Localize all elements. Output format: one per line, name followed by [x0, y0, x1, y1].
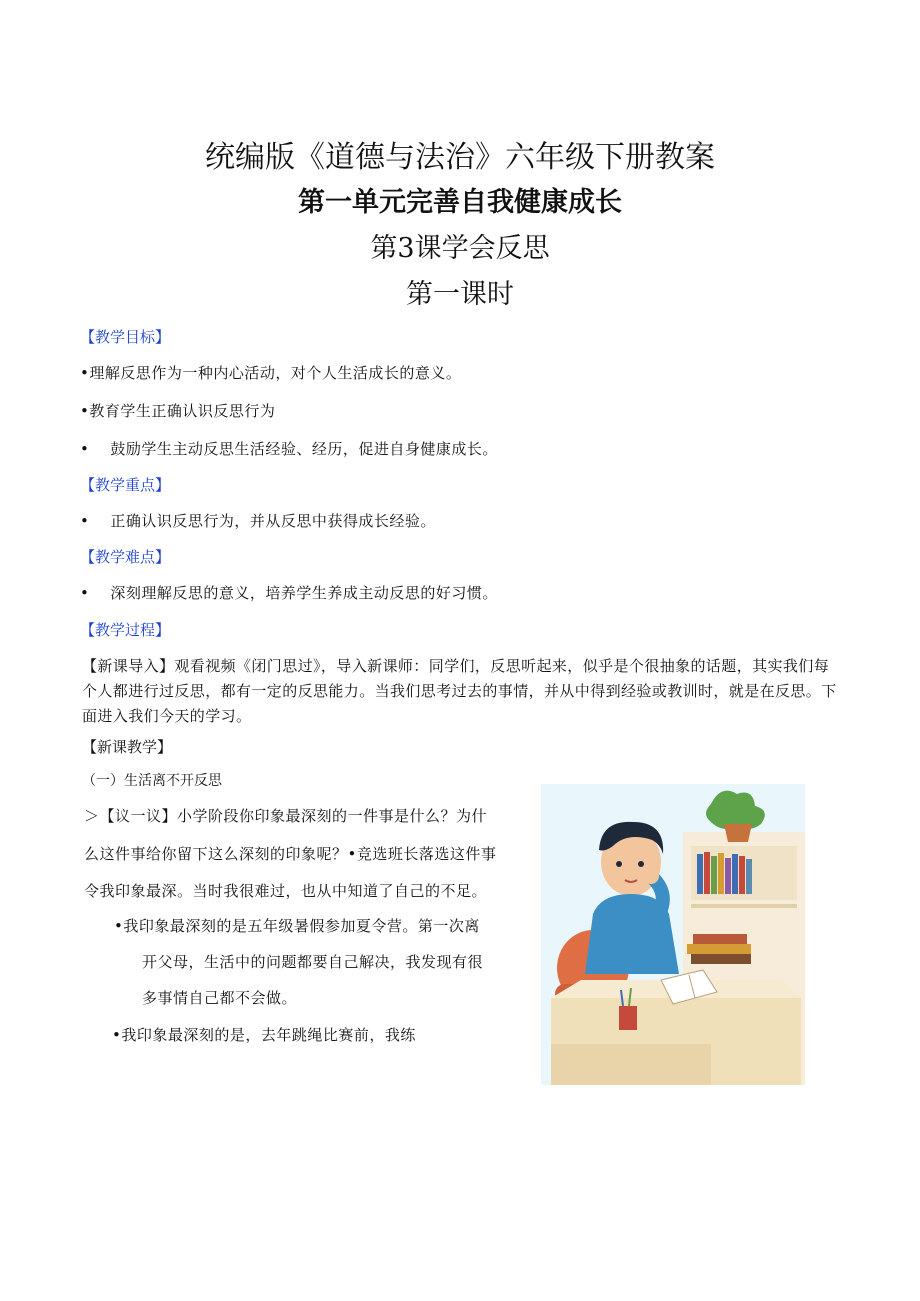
- goals-heading: 【教学目标】: [80, 328, 171, 346]
- goal-item: •理解反思作为一种内心活动，对个人生活成长的意义。: [80, 364, 462, 382]
- answer-line: 多事情自己都不会做。: [142, 989, 298, 1007]
- difficult-item: • 深刻理解反思的意义，培养学生养成主动反思的好习惯。: [80, 584, 498, 602]
- lesson-title: 第3课学会反思: [370, 233, 550, 264]
- intro-paragraph: 【新课导入】观看视频《闭门思过》，导入新课师：同学们，反思听起来，似乎是个很抽象的话题，其实我们每个人都进行过反思，都有一定的反思能力。当我们思考过去的事情，并从中得到经验或教训时，就是在反思。下面进入我们今天的学习。: [82, 657, 837, 725]
- unit-title: 第一单元完善自我健康成长: [298, 187, 622, 218]
- answer-line: •我印象最深刻的是五年级暑假参加夏令营。第一次离: [114, 917, 480, 935]
- key-heading: 【教学重点】: [80, 476, 171, 494]
- discuss-line: 令我印象最深。当时我很难过，也从中知道了自己的不足。: [84, 882, 488, 900]
- answer-line: •我印象最深刻的是，去年跳绳比赛前，我练: [112, 1026, 416, 1044]
- discuss-line: ＞【议一议】小学阶段你印象最深刻的一件事是什么？为什: [84, 807, 488, 825]
- discuss-line: 么这件事给你留下这么深刻的印象呢？•竞选班长落选这件事: [84, 845, 497, 863]
- answer-line: 开父母，生活中的问题都要自己解决，我发现有很: [142, 953, 484, 971]
- goal-item: • 鼓励学生主动反思生活经验、经历，促进自身健康成长。: [80, 440, 498, 458]
- key-item: • 正确认识反思行为，并从反思中获得成长经验。: [80, 512, 436, 530]
- part-heading: （一）生活离不开反思: [82, 773, 222, 789]
- goal-item: •教育学生正确认识反思行为: [80, 402, 276, 420]
- period-title: 第一课时: [406, 279, 514, 310]
- difficult-heading: 【教学难点】: [80, 548, 171, 566]
- teach-heading: 【新课教学】: [82, 738, 173, 756]
- student-reflecting-illustration: [541, 784, 805, 1085]
- document-title: 统编版《道德与法治》六年级下册教案: [205, 140, 715, 175]
- process-heading: 【教学过程】: [80, 621, 171, 639]
